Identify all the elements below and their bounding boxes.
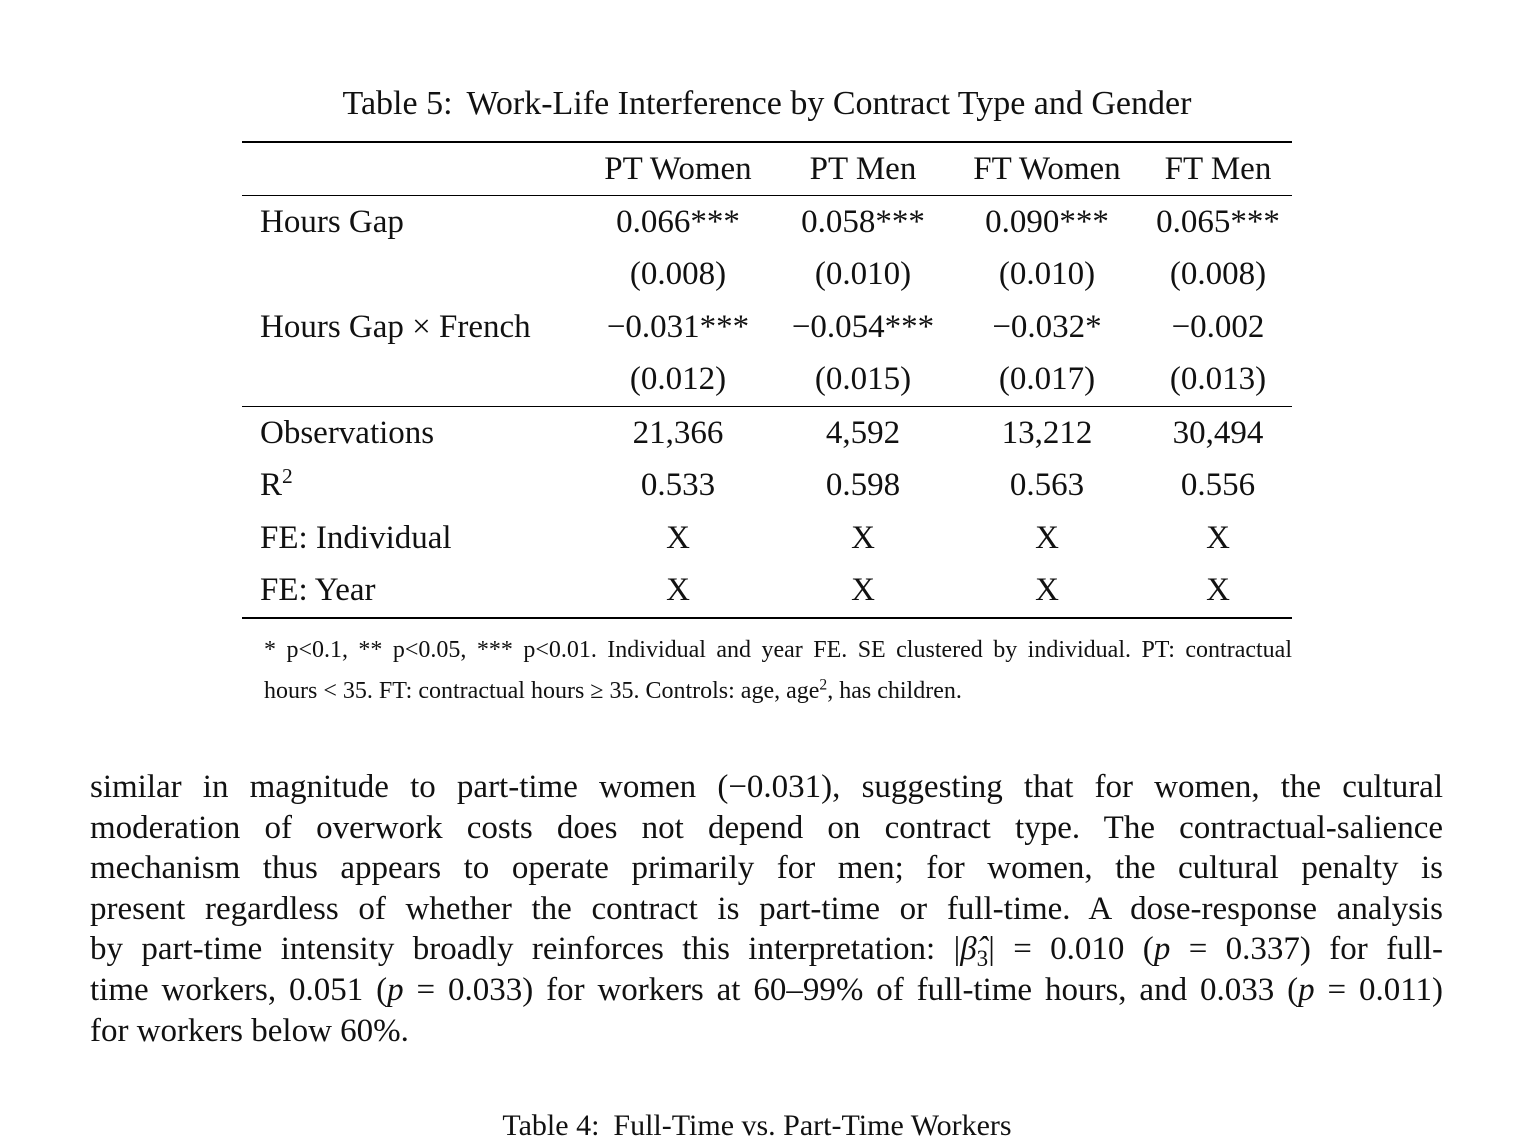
table-row — [242, 407, 1292, 460]
table-cell: (0.010) — [814, 256, 912, 293]
table-cell: (0.008) — [629, 256, 727, 293]
row-label: FE: Year — [260, 572, 376, 609]
paragraph-line: present regardless of whether the contract is part-time or full-time. A dose-response analysis — [90, 890, 1443, 927]
note-exponent: 2 — [819, 676, 828, 694]
table-row — [242, 301, 1292, 354]
column-header: FT Men — [1164, 150, 1272, 187]
math-p: p — [387, 971, 404, 1008]
table-cell: 0.556 — [1180, 467, 1256, 504]
table-cell: X — [1035, 519, 1059, 556]
table-cell: 21,366 — [632, 414, 724, 451]
row-label: FE: Individual — [260, 519, 452, 556]
text-segment: time workers, 0.051 ( — [90, 971, 388, 1008]
table-cell: X — [666, 519, 690, 556]
table4-caption-text: Full-Time vs. Part-Time Workers — [613, 1109, 1012, 1142]
table-cell: 0.090*** — [985, 203, 1109, 240]
table-cell: −0.002 — [1171, 308, 1265, 345]
table-cell: (0.013) — [1169, 361, 1267, 398]
column-header: PT Women — [604, 150, 752, 187]
table4-caption — [0, 1110, 1514, 1142]
table-note-line: * p<0.1, ** p<0.05, *** p<0.01. Individual and year FE. SE clustered by individual. PT: contractual — [264, 637, 1292, 663]
math-p: p — [1298, 971, 1315, 1008]
table-cell: (0.017) — [998, 361, 1096, 398]
table-row — [242, 460, 1292, 513]
math-beta-hat: β̂ — [960, 931, 977, 968]
r-squared-label: R — [260, 467, 283, 504]
table-cell: −0.054*** — [791, 308, 935, 345]
math-p: p — [1153, 931, 1171, 968]
table-cell: X — [1035, 572, 1059, 609]
note-text: , has children. — [827, 678, 962, 704]
row-label: Observations — [260, 414, 435, 451]
table-row — [242, 565, 1292, 618]
table-cell: X — [666, 572, 690, 609]
body-paragraph — [90, 767, 1443, 1051]
math-subscript: 3 — [976, 945, 989, 972]
text-segment: by part-time intensity broadly reinforces this interpretation: | — [90, 931, 961, 968]
regression-table — [242, 141, 1292, 619]
paragraph-line: similar in magnitude to part-time women (−0.031), suggesting that for women, the cultural — [90, 769, 1443, 805]
table-cell: 0.598 — [825, 467, 901, 504]
coefficients-section — [242, 196, 1292, 407]
text-segment: = 0.337) for full- — [1170, 931, 1443, 968]
text-segment: = 0.011) — [1314, 971, 1443, 1008]
table5-caption-text: Work-Life Interference by Contract Type and Gender — [466, 85, 1192, 122]
table-row — [242, 512, 1292, 565]
row-label: Hours Gap — [260, 203, 404, 240]
table-cell: −0.031*** — [606, 308, 750, 345]
paragraph-line: mechanism thus appears to operate primarily for men; for women, the cultural penalty is — [90, 850, 1443, 887]
text-segment: = 0.033) for workers at 60–99% of full-time hours, and 0.033 ( — [403, 971, 1299, 1008]
table-note-line — [264, 671, 1292, 712]
table-cell: 4,592 — [825, 414, 901, 451]
table-cell: −0.032* — [992, 308, 1102, 345]
table-cell: X — [851, 572, 875, 609]
row-label: Hours Gap × French — [260, 308, 531, 345]
table-cell: (0.015) — [814, 361, 912, 398]
table-cell: 0.066*** — [616, 203, 740, 240]
table-cell: (0.010) — [998, 256, 1096, 293]
statistics-section — [242, 407, 1292, 617]
paragraph-line — [90, 970, 1443, 1011]
table-cell: (0.008) — [1169, 256, 1267, 293]
column-header: FT Women — [973, 150, 1121, 187]
table-cell: 13,212 — [1001, 414, 1093, 451]
paragraph-line — [90, 929, 1443, 970]
table-cell: 30,494 — [1172, 414, 1264, 451]
paragraph-line: moderation of overwork costs does not depend on contract type. The contractual-salience — [90, 809, 1443, 846]
r-squared-exponent: 2 — [282, 464, 293, 489]
note-text: hours < 35. FT: contractual hours ≥ 35. Controls: age, age — [264, 678, 820, 704]
table-row — [242, 196, 1292, 249]
table-row — [242, 354, 1292, 407]
table-cell: 0.563 — [1009, 467, 1085, 504]
table-row — [242, 249, 1292, 302]
table-cell: 0.058*** — [801, 203, 925, 240]
table-cell: (0.012) — [629, 361, 727, 398]
table-cell: 0.533 — [640, 467, 716, 504]
table-cell: X — [1206, 572, 1230, 609]
column-header: PT Men — [809, 150, 917, 187]
table-cell: 0.065*** — [1156, 203, 1280, 240]
table5-caption — [0, 85, 1534, 123]
text-segment: | = 0.010 ( — [988, 931, 1154, 968]
table-cell: X — [851, 519, 875, 556]
table-cell: X — [1206, 519, 1230, 556]
table4-caption-label: Table 4: — [502, 1109, 600, 1142]
table5-caption-label: Table 5: — [342, 85, 453, 122]
table-notes — [264, 630, 1292, 712]
paragraph-line: for workers below 60%. — [90, 1012, 409, 1049]
table-header-row — [242, 143, 1292, 196]
row-label — [242, 464, 580, 504]
